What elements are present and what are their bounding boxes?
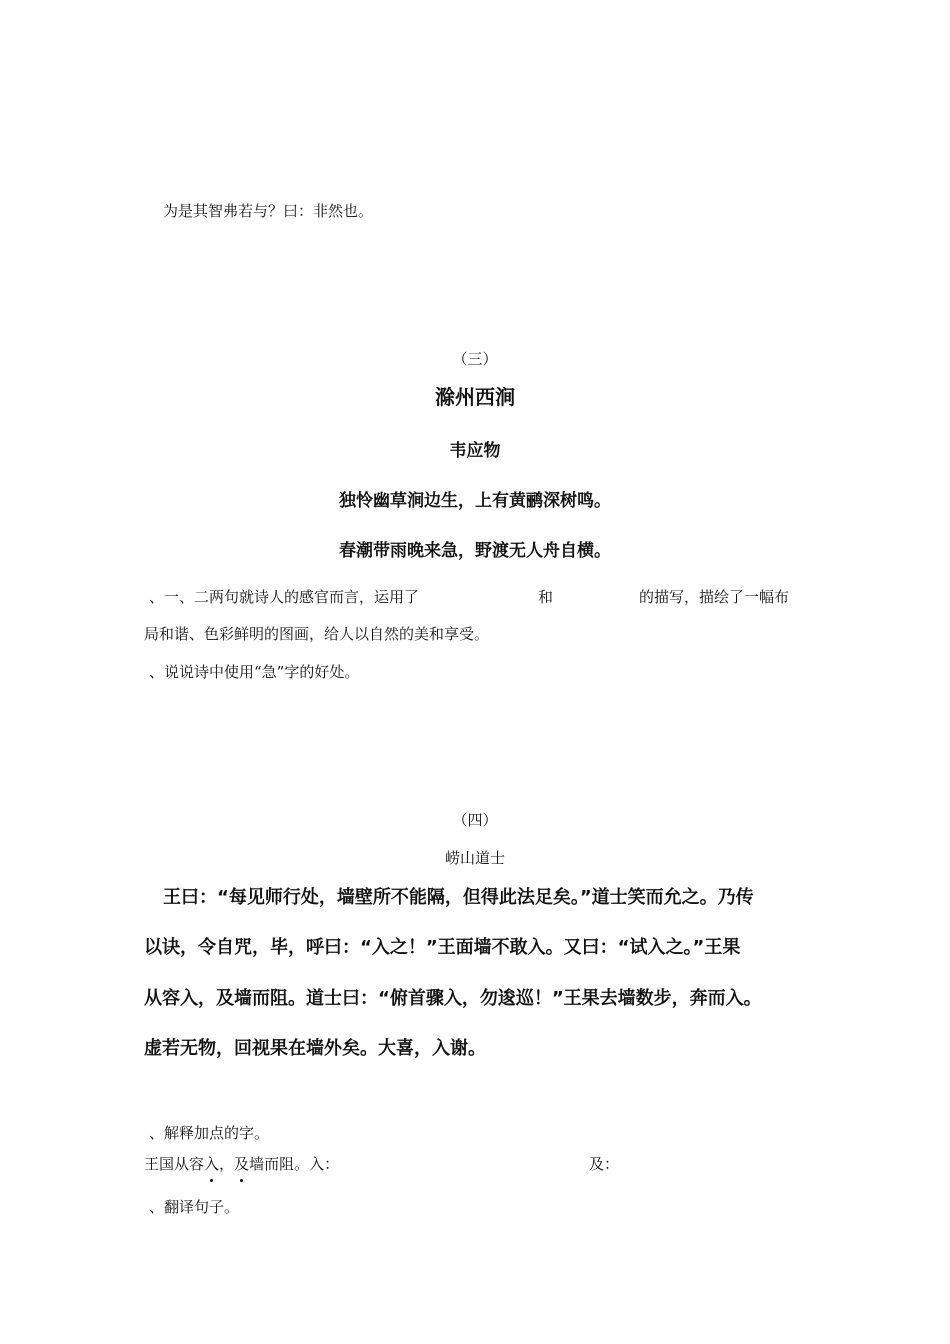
section-4-number: （四） — [452, 811, 498, 829]
question-4-1-sentence — [144, 1153, 339, 1174]
poem-title: 滁州西涧 — [435, 385, 515, 409]
passage-line-3: 从容入，及墙而阻。道士曰：“俯首骤入，勿逡巡！”王果去墙数步，奔而入。 — [144, 988, 762, 1009]
question-3-1-line2: 局和谐、色彩鲜明的图画，给人以自然的美和享受。 — [144, 625, 490, 643]
poem-author: 韦应物 — [449, 441, 501, 461]
sentence-part-a: 王国从容 — [144, 1155, 205, 1173]
passage-line-1: 王曰：“每见师行处，墙壁所不能隔，但得此法足矣。”道士笑而允之。乃传 — [163, 887, 754, 908]
section-3-number: （三） — [452, 350, 498, 368]
previous-section-tail-line: 为是其智弗若与？曰：非然也。 — [163, 202, 374, 220]
question-3-2: 、说说诗中使用“急”字的好处。 — [149, 663, 360, 681]
passage-line-4: 虚若无物，回视果在墙外矣。大喜，入谢。 — [144, 1038, 486, 1059]
passage-title: 崂山道士 — [444, 849, 505, 867]
passage-line-2: 以诀，令自咒，毕，呼曰：“入之！”王面墙不敢入。又曰：“试入之。”王果 — [144, 937, 741, 958]
question-3-1-part2: 的描写，描绘了一幅布 — [639, 588, 790, 606]
sentence-part-c: 墙而阻。入： — [249, 1155, 340, 1173]
question-4-1: 、解释加点的字。 — [149, 1124, 270, 1142]
question-4-1-ji-blank: 及： — [589, 1155, 620, 1173]
poem-line-2: 春潮带雨晚来急，野渡无人舟自横。 — [339, 541, 611, 561]
sentence-part-b: ， — [219, 1155, 235, 1173]
poem-line-1: 独怜幽草涧边生，上有黄鹂深树鸣。 — [339, 491, 611, 511]
dotted-char-ji: 及 — [234, 1155, 250, 1173]
dotted-char-ru: 入 — [204, 1155, 220, 1173]
question-4-2: 、翻译句子。 — [149, 1198, 240, 1216]
question-3-1-part1: 、一、二两句就诗人的感官而言，运用了 — [149, 588, 420, 606]
question-3-1-and: 和 — [538, 588, 554, 606]
